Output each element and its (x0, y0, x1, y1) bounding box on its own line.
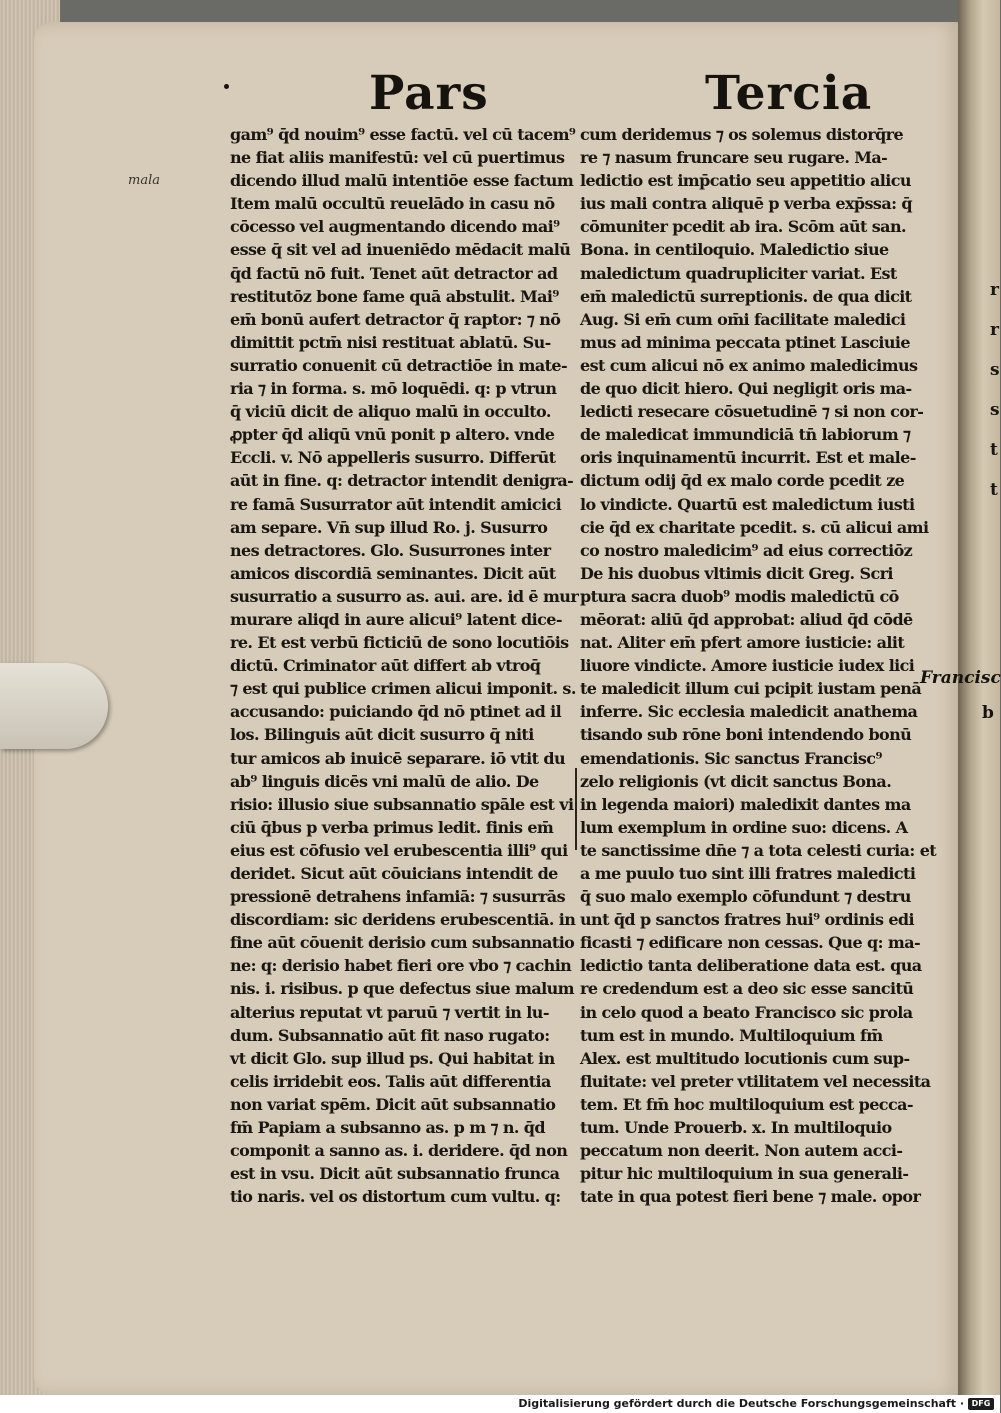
header-dot (224, 84, 229, 89)
text-line: cōmuniter pcedit ab ira. Scōm aūt san. (580, 217, 906, 237)
text-line: lo vindicte. Quartū est maledictum iusti (580, 494, 915, 514)
marginal-symbol: b (982, 703, 994, 723)
marginal-annotation-left: mala (128, 173, 160, 188)
text-column-right (580, 123, 937, 1208)
text-line: amicos discordiā seminantes. Dicit aūt (230, 563, 556, 583)
text-line: ab⁹ linguis dicēs vni malū de alio. De (230, 771, 539, 791)
text-column-left (230, 123, 579, 1208)
binding-gutter (958, 0, 1000, 1395)
text-line: dicendo illud malū intentiōe esse factum (230, 171, 574, 191)
bookmark-tab (0, 663, 108, 749)
text-line: discordiam: sic deridens erubescentiā. in (230, 910, 576, 930)
text-line: eius est cōfusio vel erubescentia illi⁹ qui (230, 840, 568, 860)
text-line: ptura sacra duob⁹ modis maledictū cō (580, 586, 899, 606)
text-line: gam⁹ q̄d nouim⁹ esse factū. vel cū tacem⁹ (230, 125, 576, 144)
text-line: fine aūt cōuenit derisio cum subsannatio (230, 933, 575, 953)
text-line: unt q̄d p sanctos fratres hui⁹ ordinis edi (580, 910, 915, 930)
text-line: pitur hic multiloquium in sua generali- (580, 1164, 909, 1184)
text-line: em̄ maledictū surreptionis. de qua dicit (580, 286, 912, 306)
text-line: componit a sanno as. i. deridere. q̄d non (230, 1141, 568, 1161)
text-line: est cum alicui nō ex animo maledicimus (580, 355, 918, 375)
text-line: ne fiat aliis manifestū: vel cū puertimus (230, 148, 565, 168)
text-line: esse q̄ sit vel ad inueniēdo mēdacit malū (230, 240, 571, 260)
text-line: maledictum quadrupliciter variat. Est (580, 263, 897, 283)
text-line: deridet. Sicut aūt cōuicians intendit de (230, 864, 558, 883)
text-line: inferre. Sic ecclesia maledicit anathema (580, 702, 918, 722)
dfg-logo: DFG (968, 1398, 994, 1410)
text-line: oris inquinamentū incurrit. Est et male- (580, 448, 916, 468)
text-line: te maledicit illum cui pcipit iustam penā (580, 679, 922, 699)
text-line: in celo quod a beato Francisco sic prola (580, 1002, 913, 1022)
marginal-annotation-right: Francisc (920, 668, 1001, 688)
text-line: accusando: puiciando q̄d nō ptinet ad il (230, 702, 562, 722)
running-header-left: Pars (369, 66, 489, 121)
running-header-right: Tercia (705, 66, 873, 121)
text-line: vt dicit Glo. sup illud ps. Qui habitat in (230, 1048, 555, 1068)
text-line: q̄ suo malo exemplo cōfundunt ⁊ destru (580, 887, 911, 907)
text-line: cōcesso vel augmentando dicendo mai⁹ (230, 217, 560, 237)
text-line: dum. Subsannatio aūt fit naso rugato: (230, 1025, 550, 1045)
text-line: los. Bilinguis aūt dicit susurro q̄ niti (230, 725, 534, 745)
text-line: ne: q: derisio habet fieri ore vbo ⁊ cachin (230, 956, 572, 976)
text-line: re ⁊ nasum fruncare seu rugare. Ma- (580, 148, 888, 168)
text-line: q̄ viciū dicit de aliquo malū in occulto. (230, 402, 551, 422)
text-line: liuore vindicte. Amore iusticie iudex lici (580, 656, 915, 676)
text-line: aūt in fine. q: detractor intendit denigra- (230, 471, 574, 491)
text-line: mēorat: aliū q̄d approbat: aliud q̄d cōdē (580, 609, 913, 629)
text-line: tum. Unde Prouerb. x. In multiloquio (580, 1118, 892, 1138)
text-line: dimittit pctm̄ nisi restituat ablatū. Su- (230, 332, 551, 352)
text-line: tur amicos ab inuicē separare. iō vtit du (230, 748, 565, 768)
text-line: re credendum est a deo sic esse sancitū (580, 979, 914, 999)
text-line: tisando sub rōne boni intendendo bonū (580, 725, 912, 745)
text-line: nis. i. risibus. p que defectus siue malum (230, 979, 574, 999)
text-line: am separe. Vn̄ sup illud Ro. j. Susurro (230, 517, 548, 537)
text-line: ꝓpter q̄d aliqū vnū ponit p altero. vnde (230, 425, 555, 445)
text-line: mus ad minima peccata ptinet Lasciuie (580, 332, 910, 352)
footer-bar (0, 1395, 1000, 1413)
text-line: q̄d factū nō fuit. Tenet aūt detractor ad (230, 263, 558, 283)
text-line: Bona. in centiloquio. Maledictio siue (580, 240, 889, 260)
text-line: Alex. est multitudo locutionis cum sup- (580, 1048, 910, 1068)
text-line: susurratio a susurro as. aui. are. id ē mur (230, 586, 579, 606)
text-line: tum est in mundo. Multiloquium fm̄ (580, 1025, 883, 1045)
text-line: risio: illusio siue subsannatio spāle est vi (230, 794, 574, 814)
text-line: pressionē detrahens infamiā: ⁊ susurrās (230, 887, 565, 907)
text-line: tate in qua potest fieri bene ⁊ male. opor (580, 1187, 921, 1207)
text-line: dictū. Criminator aūt differt ab vtroq̄ (230, 656, 541, 676)
text-line: ledictio tanta deliberatione data est. qua (580, 956, 922, 976)
text-line: surratio conuenit cū detractiōe in mate- (230, 355, 568, 375)
text-line: de maledicat immundiciā tn̄ labiorum ⁊ (580, 425, 911, 445)
text-line: ciū q̄bus p verba primus ledit. finis em̄ (230, 817, 554, 837)
text-line: lum exemplum in ordine suo: dicens. A (580, 817, 908, 837)
text-line: alterius reputat vt paruū ⁊ vertit in lu- (230, 1002, 549, 1022)
text-line: peccatum non deerit. Non autem acci- (580, 1141, 903, 1161)
text-line: cie q̄d ex charitate pcedit. s. cū alicui ami (580, 517, 929, 537)
text-line: zelo religionis (vt dicit sanctus Bona. (580, 771, 892, 791)
text-line: co nostro maledicim⁹ ad eius correctiōz (580, 540, 913, 560)
text-line: fluitate: vel preter vtilitatem vel necessita (580, 1071, 931, 1091)
text-line: Eccli. v. Nō appelleris susurro. Differūt (230, 448, 556, 468)
text-line: De his duobus vltimis dicit Greg. Scri (580, 563, 893, 583)
text-line: tio naris. vel os distortum cum vultu. q: (230, 1187, 561, 1207)
text-line: te sanctissime dn̄e ⁊ a tota celesti curia: et (580, 840, 937, 860)
gutter-facing-page-text: r r s s t t (990, 280, 1000, 500)
text-line: ius mali contra aliquē p verba exp̄ssa: q̄ (580, 194, 912, 214)
text-line: nes detractores. Glo. Susurrones inter (230, 540, 551, 560)
text-line: a me puulo tuo sint illi fratres maledicti (580, 864, 916, 883)
text-line: tem. Et fm̄ hoc multiloquium est pecca- (580, 1094, 913, 1114)
text-line: re. Et est verbū ficticiū de sono locutiōis (230, 633, 569, 653)
text-line: re famā Susurrator aūt intendit amicici (230, 494, 562, 514)
text-line: em̄ bonū aufert detractor q̄ raptor: ⁊ nō (230, 309, 561, 329)
text-line: nat. Aliter em̄ pfert amore iusticie: alit (580, 633, 905, 653)
text-line: ledicti resecare cōsuetudinē ⁊ si non cor- (580, 402, 924, 422)
text-line: est in vsu. Dicit aūt subsannatio frunca (230, 1164, 560, 1184)
footer-credit: Digitalisierung gefördert durch die Deutsche Forschungsgemeinschaft · (518, 1397, 964, 1410)
text-line: celis irridebit eos. Talis aūt differentia (230, 1071, 551, 1091)
text-line: murare aliqd in aure alicui⁹ latent dice- (230, 609, 562, 629)
text-line: fm̄ Papiam a subsanno as. p m ⁊ n. q̄d (230, 1118, 545, 1138)
text-line: Item malū occultū reuelādo in casu nō (230, 194, 555, 214)
text-line: in legenda maiori) maledixit dantes ma (580, 794, 911, 814)
text-line: ficasti ⁊ edificare non cessas. Que q: ma- (580, 933, 921, 953)
text-line: ⁊ est qui publice crimen alicui imponit. s. (230, 679, 576, 699)
text-line: non variat spēm. Dicit aūt subsannatio (230, 1094, 556, 1114)
text-line: dictum odij q̄d ex malo corde pcedit ze (580, 471, 905, 491)
text-line: restitutōz bone fame quā abstulit. Mai⁹ (230, 286, 559, 306)
text-line: cum deridemus ⁊ os solemus distorq̄re (580, 125, 904, 144)
text-line: ria ⁊ in forma. s. mō loquēdi. q: p vtrun (230, 379, 557, 399)
text-line: ledictio est imp̄catio seu appetitio alicu (580, 171, 911, 191)
text-line: emendationis. Sic sanctus Francisc⁹ (580, 748, 882, 768)
text-line: Aug. Si em̄ cum om̄i facilitate maledici (580, 309, 906, 329)
text-line: de quo dicit hiero. Qui negligit oris ma- (580, 379, 912, 399)
